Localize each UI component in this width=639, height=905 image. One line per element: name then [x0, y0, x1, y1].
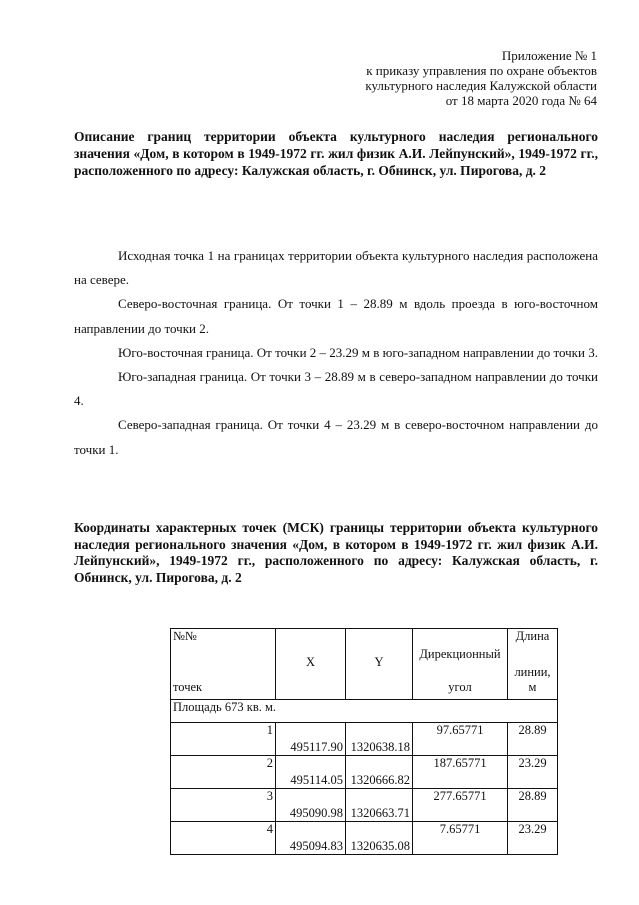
direction-angle: 97.65771 — [413, 723, 508, 756]
direction-angle: 277.65771 — [413, 789, 508, 822]
appendix-order: к приказу управления по охране объектов — [366, 63, 597, 78]
line-length: 23.29 — [508, 756, 558, 789]
area-value: Площадь 673 кв. м. — [171, 700, 558, 723]
line-length: 28.89 — [508, 789, 558, 822]
paragraph-southwest-boundary: Юго-западная граница. От точки 3 – 28.89 м в северо-западном направлении до точки 4. — [74, 369, 598, 409]
y-coordinate: 1320635.08 — [346, 822, 413, 855]
line-length: 28.89 — [508, 723, 558, 756]
table-header-row — [171, 629, 558, 700]
header-direction-angle: Дирекционный угол — [413, 629, 508, 700]
y-coordinate: 1320663.71 — [346, 789, 413, 822]
table-row — [171, 756, 558, 789]
point-number: 4 — [171, 822, 276, 855]
point-number: 2 — [171, 756, 276, 789]
paragraph-northwest-boundary: Северо-западная граница. От точки 4 – 23.29 м в северо-восточном направлении до точки 1. — [74, 417, 598, 457]
area-row — [171, 700, 558, 723]
direction-angle: 187.65771 — [413, 756, 508, 789]
coordinates-title: Координаты характерных точек (МСК) границы территории объекта культурного наследия регионального значения «Дом, в котором в 1949-1972 гг. жил физик А.И. Лейпунский», 1949-1972 гг., расположенного по адресу: Калужская область, г. Обнинск, ул. Пирогова, д. 2 — [74, 520, 598, 585]
table-row — [171, 723, 558, 756]
boundary-description — [74, 244, 598, 462]
appendix-header — [365, 48, 597, 108]
table-row — [171, 822, 558, 855]
header-line-length: Длина линии, м — [508, 629, 558, 700]
appendix-number: Приложение № 1 — [501, 48, 597, 63]
paragraph-start-point: Исходная точка 1 на границах территории объекта культурного наследия расположена на севере. — [74, 248, 598, 288]
paragraph-southeast-boundary: Юго-восточная граница. От точки 2 – 23.29 м в юго-западном направлении до точки 3. — [118, 344, 598, 360]
appendix-date: от 18 марта 2020 года № 64 — [445, 93, 597, 108]
y-coordinate: 1320638.18 — [346, 723, 413, 756]
table-row — [171, 789, 558, 822]
point-number: 1 — [171, 723, 276, 756]
x-coordinate: 495094.83 — [276, 822, 346, 855]
paragraph-northeast-boundary: Северо-восточная граница. От точки 1 – 28.89 м вдоль проезда в юго-восточном направлении до точки 2. — [74, 296, 598, 336]
header-y: Y — [346, 629, 413, 700]
header-x: X — [276, 629, 346, 700]
header-point-number: №№ точек — [171, 629, 276, 700]
x-coordinate: 495117.90 — [276, 723, 346, 756]
x-coordinate: 495090.98 — [276, 789, 346, 822]
x-coordinate: 495114.05 — [276, 756, 346, 789]
coordinates-table — [170, 628, 558, 855]
appendix-authority: культурного наследия Калужской области — [365, 78, 597, 93]
line-length: 23.29 — [508, 822, 558, 855]
direction-angle: 7.65771 — [413, 822, 508, 855]
y-coordinate: 1320666.82 — [346, 756, 413, 789]
document-title: Описание границ территории объекта культурного наследия регионального значения «Дом, в котором в 1949-1972 гг. жил физик А.И. Лейпунский», 1949-1972 гг., расположенного по адресу: Калужская область, г. Обнинск, ул. Пирогова, д. 2 — [74, 129, 598, 178]
point-number: 3 — [171, 789, 276, 822]
